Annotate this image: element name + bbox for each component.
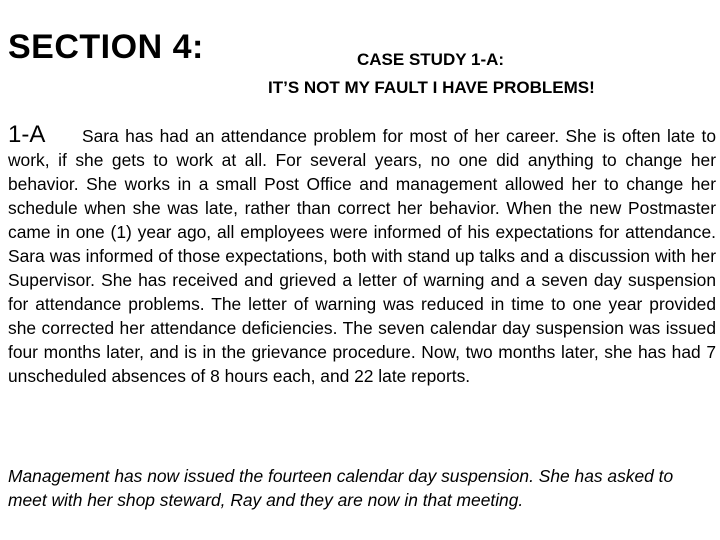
section-title: SECTION 4: xyxy=(8,28,204,66)
case-body-paragraph xyxy=(8,121,716,388)
case-closing-paragraph: Management has now issued the fourteen calendar day suspension. She has asked to meet with her shop steward, Ray and they are now in that meeting. xyxy=(8,466,674,510)
case-study-title: CASE STUDY 1-A: xyxy=(357,50,505,69)
case-label: 1-A xyxy=(8,121,46,148)
case-body-text: Sara has had an attendance problem for most of her career. She is often late to work, if she gets to work at all. For several years, no one did anything to change her behavior. She works in a small Post Office and management allowed her to change her schedule when she was late, rather than correct her behavior. When the new Postmaster came in one (1) year ago, all employees were informed of his expectations for attendance. Sara was informed of those expectations, both with stand up talks and a discussion with her Supervisor. She has received and grieved a letter of warning and a seven day suspension for attendance problems. The letter of warning was reduced in time to one year provided she corrected her attendance deficiencies. The seven calendar day suspension was issued four months later, and is in the grievance procedure. Now, two months later, she has had 7 unscheduled absences of 8 hours each, and 22 late reports. xyxy=(8,126,716,386)
case-study-subtitle: IT’S NOT MY FAULT I HAVE PROBLEMS! xyxy=(268,78,595,97)
